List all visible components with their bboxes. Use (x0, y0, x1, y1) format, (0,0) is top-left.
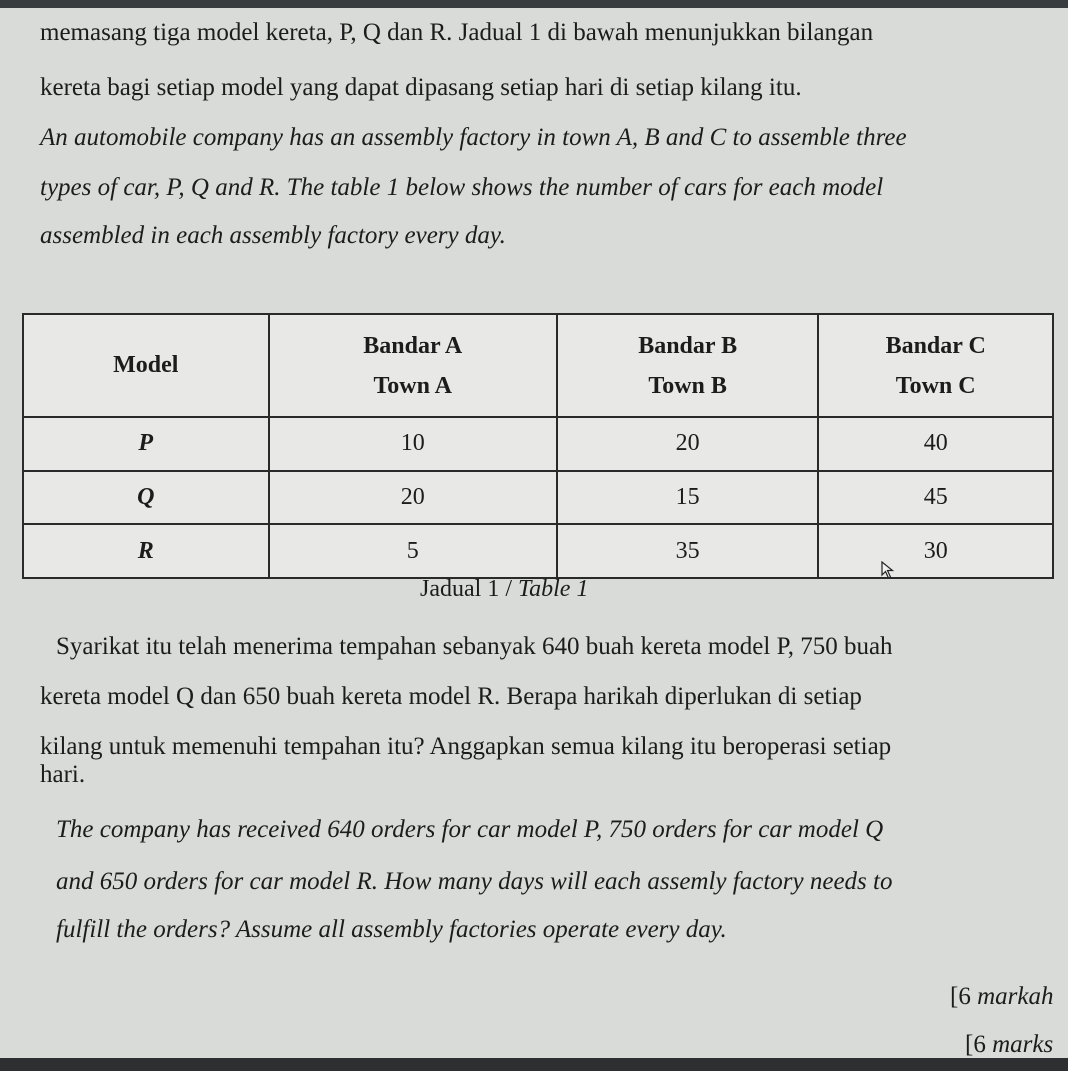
cell-town-b: 15 (557, 471, 818, 525)
marks-english (965, 1030, 1053, 1060)
header-town-b-malay: Bandar B (638, 332, 738, 359)
marks-malay-prefix: [6 (950, 983, 978, 1010)
marks-english-prefix: [6 (965, 1031, 993, 1058)
caption-malay: Jadual 1 (420, 576, 500, 602)
header-town-c-malay: Bandar C (885, 332, 986, 359)
header-town-a-malay: Bandar A (363, 332, 463, 359)
row-model-cell: R (23, 524, 269, 578)
question-english-line-1: The company has received 640 orders for car model P, 750 orders for car model Q (56, 816, 884, 843)
caption-separator: / (499, 576, 518, 602)
header-town-a (269, 314, 557, 417)
header-town-c-english: Town C (895, 372, 976, 399)
question-english-line-3: fulfill the orders? Assume all assembly factories operate every day. (56, 916, 727, 943)
table-caption (420, 574, 588, 604)
intro-malay-line-1: memasang tiga model kereta, P, Q dan R. Jadual 1 di bawah menunjukkan bilangan (40, 19, 874, 46)
table-row (23, 524, 1053, 578)
question-malay-line-3: kilang untuk memenuhi tempahan itu? Anggapkan semua kilang itu beroperasi setiap (40, 733, 892, 760)
cell-town-b: 20 (557, 417, 818, 471)
bottom-edge (0, 1058, 1068, 1071)
intro-malay-line-2: kereta bagi setiap model yang dapat dipasang setiap hari di setiap kilang itu. (40, 74, 802, 101)
table-row (23, 417, 1053, 471)
intro-english-line-3: assembled in each assembly factory every day. (40, 222, 506, 249)
cell-town-b: 35 (557, 524, 818, 578)
cell-town-c: 30 (818, 524, 1053, 578)
cell-town-a: 20 (269, 471, 557, 525)
header-town-a-english: Town A (373, 372, 452, 399)
header-model-label: Model (113, 352, 179, 378)
table-header-row (23, 314, 1053, 417)
cell-town-c: 45 (818, 471, 1053, 525)
row-model-cell: Q (23, 471, 269, 525)
table-row (23, 471, 1053, 525)
intro-english-line-2: types of car, P, Q and R. The table 1 below shows the number of cars for each model (40, 174, 884, 201)
cell-town-c: 40 (818, 417, 1053, 471)
question-malay-line-4: hari. (40, 761, 86, 788)
header-town-c (818, 314, 1053, 417)
marks-malay (950, 982, 1053, 1012)
mouse-pointer-icon (881, 561, 897, 579)
marks-malay-word: markah (977, 983, 1054, 1010)
header-town-b-english: Town B (648, 372, 727, 399)
cell-town-a: 5 (269, 524, 557, 578)
caption-english: Table 1 (517, 576, 589, 602)
question-malay-line-1: Syarikat itu telah menerima tempahan sebanyak 640 buah kereta model P, 750 buah (56, 633, 893, 660)
production-table (22, 313, 1054, 579)
question-malay-line-2: kereta model Q dan 650 buah kereta model R. Berapa harikah diperlukan di setiap (40, 683, 862, 710)
marks-english-word: marks (992, 1031, 1054, 1058)
cell-town-a: 10 (269, 417, 557, 471)
question-english-line-2: and 650 orders for car model R. How many days will each assemly factory needs to (56, 868, 893, 895)
header-model (23, 314, 269, 417)
intro-english-line-1: An automobile company has an assembly factory in town A, B and C to assemble three (40, 124, 907, 151)
row-model-cell: P (23, 417, 269, 471)
top-edge (0, 0, 1068, 8)
header-town-b (557, 314, 818, 417)
